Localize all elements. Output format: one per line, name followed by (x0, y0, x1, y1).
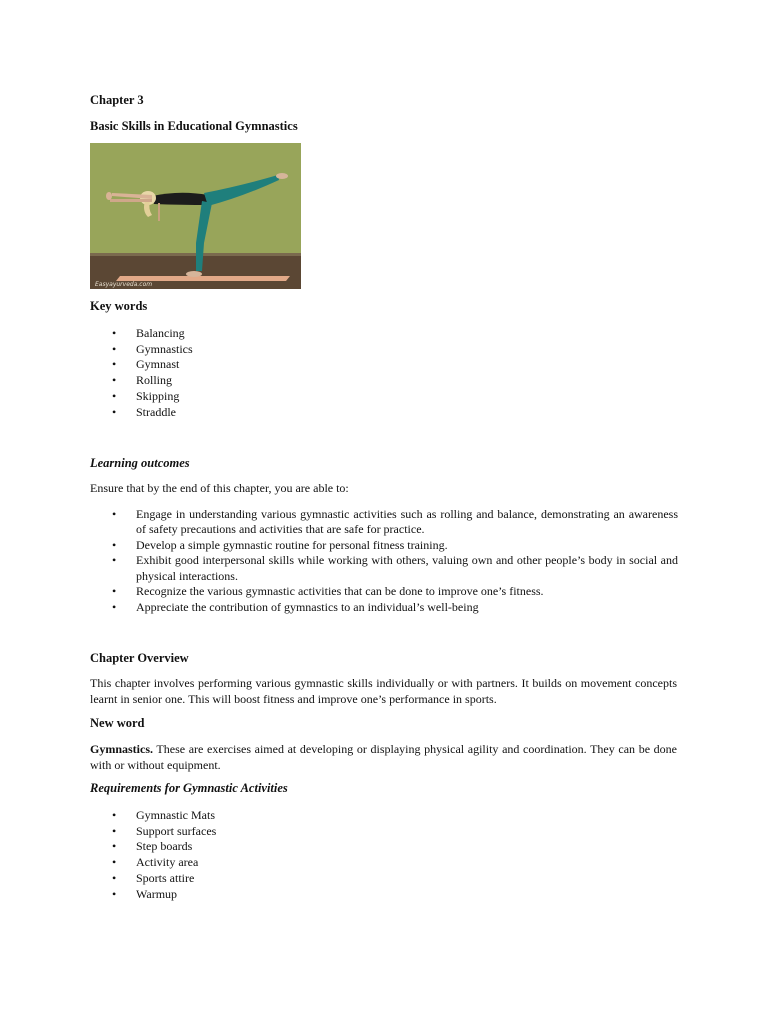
new-word-definition (90, 741, 677, 773)
list-item: • Skipping (112, 389, 678, 405)
learning-outcomes-heading: Learning outcomes (90, 456, 190, 470)
new-word-term: Gymnastics. (90, 742, 153, 756)
chapter-label: Chapter 3 (90, 93, 144, 107)
chapter-title: Basic Skills in Educational Gymnastics (90, 119, 298, 133)
list-item: • Exhibit good interpersonal skills while working with others, valuing own and other people’s body in social and physical interactions. (112, 553, 678, 583)
list-item: • Support surfaces (112, 824, 678, 840)
list-item: • Gymnastic Mats (112, 808, 678, 824)
new-word-text: These are exercises aimed at developing or displaying physical agility and coordination. They can be done with or without equipment. (90, 742, 677, 772)
requirements-list (112, 808, 678, 902)
requirements-heading: Requirements for Gymnastic Activities (90, 781, 288, 795)
list-item: • Gymnastics (112, 342, 678, 358)
list-item: • Activity area (112, 855, 678, 871)
list-item: • Engage in understanding various gymnastic activities such as rolling and balance, demonstrating an awareness of safety precautions and activities that are safe for practice. (112, 507, 678, 537)
list-item: • Gymnast (112, 357, 678, 373)
key-words-list (112, 326, 678, 420)
new-word-heading: New word (90, 716, 145, 730)
list-item: • Appreciate the contribution of gymnastics to an individual’s well-being (112, 600, 678, 615)
list-item: • Balancing (112, 326, 678, 342)
list-item: • Develop a simple gymnastic routine for personal fitness training. (112, 538, 678, 553)
list-item: • Step boards (112, 839, 678, 855)
yoga-pose-illustration (90, 143, 301, 289)
key-words-heading: Key words (90, 299, 148, 313)
list-item: • Recognize the various gymnastic activities that can be done to improve one’s fitness. (112, 584, 678, 599)
photo-watermark: Easyayurveda.com (95, 281, 153, 288)
list-item: • Straddle (112, 405, 678, 421)
list-item: • Sports attire (112, 871, 678, 887)
list-item: • Rolling (112, 373, 678, 389)
list-item: • Warmup (112, 887, 678, 903)
learning-outcomes-list (112, 507, 678, 615)
overview-heading: Chapter Overview (90, 651, 189, 665)
learning-outcomes-intro: Ensure that by the end of this chapter, you are able to: (90, 481, 349, 495)
yoga-balance-photo (90, 143, 301, 289)
overview-text: This chapter involves performing various gymnastic skills individually or with partners. It builds on movement concepts learnt in senior one. This will boost fitness and improve one’s performance in sports. (90, 676, 677, 706)
